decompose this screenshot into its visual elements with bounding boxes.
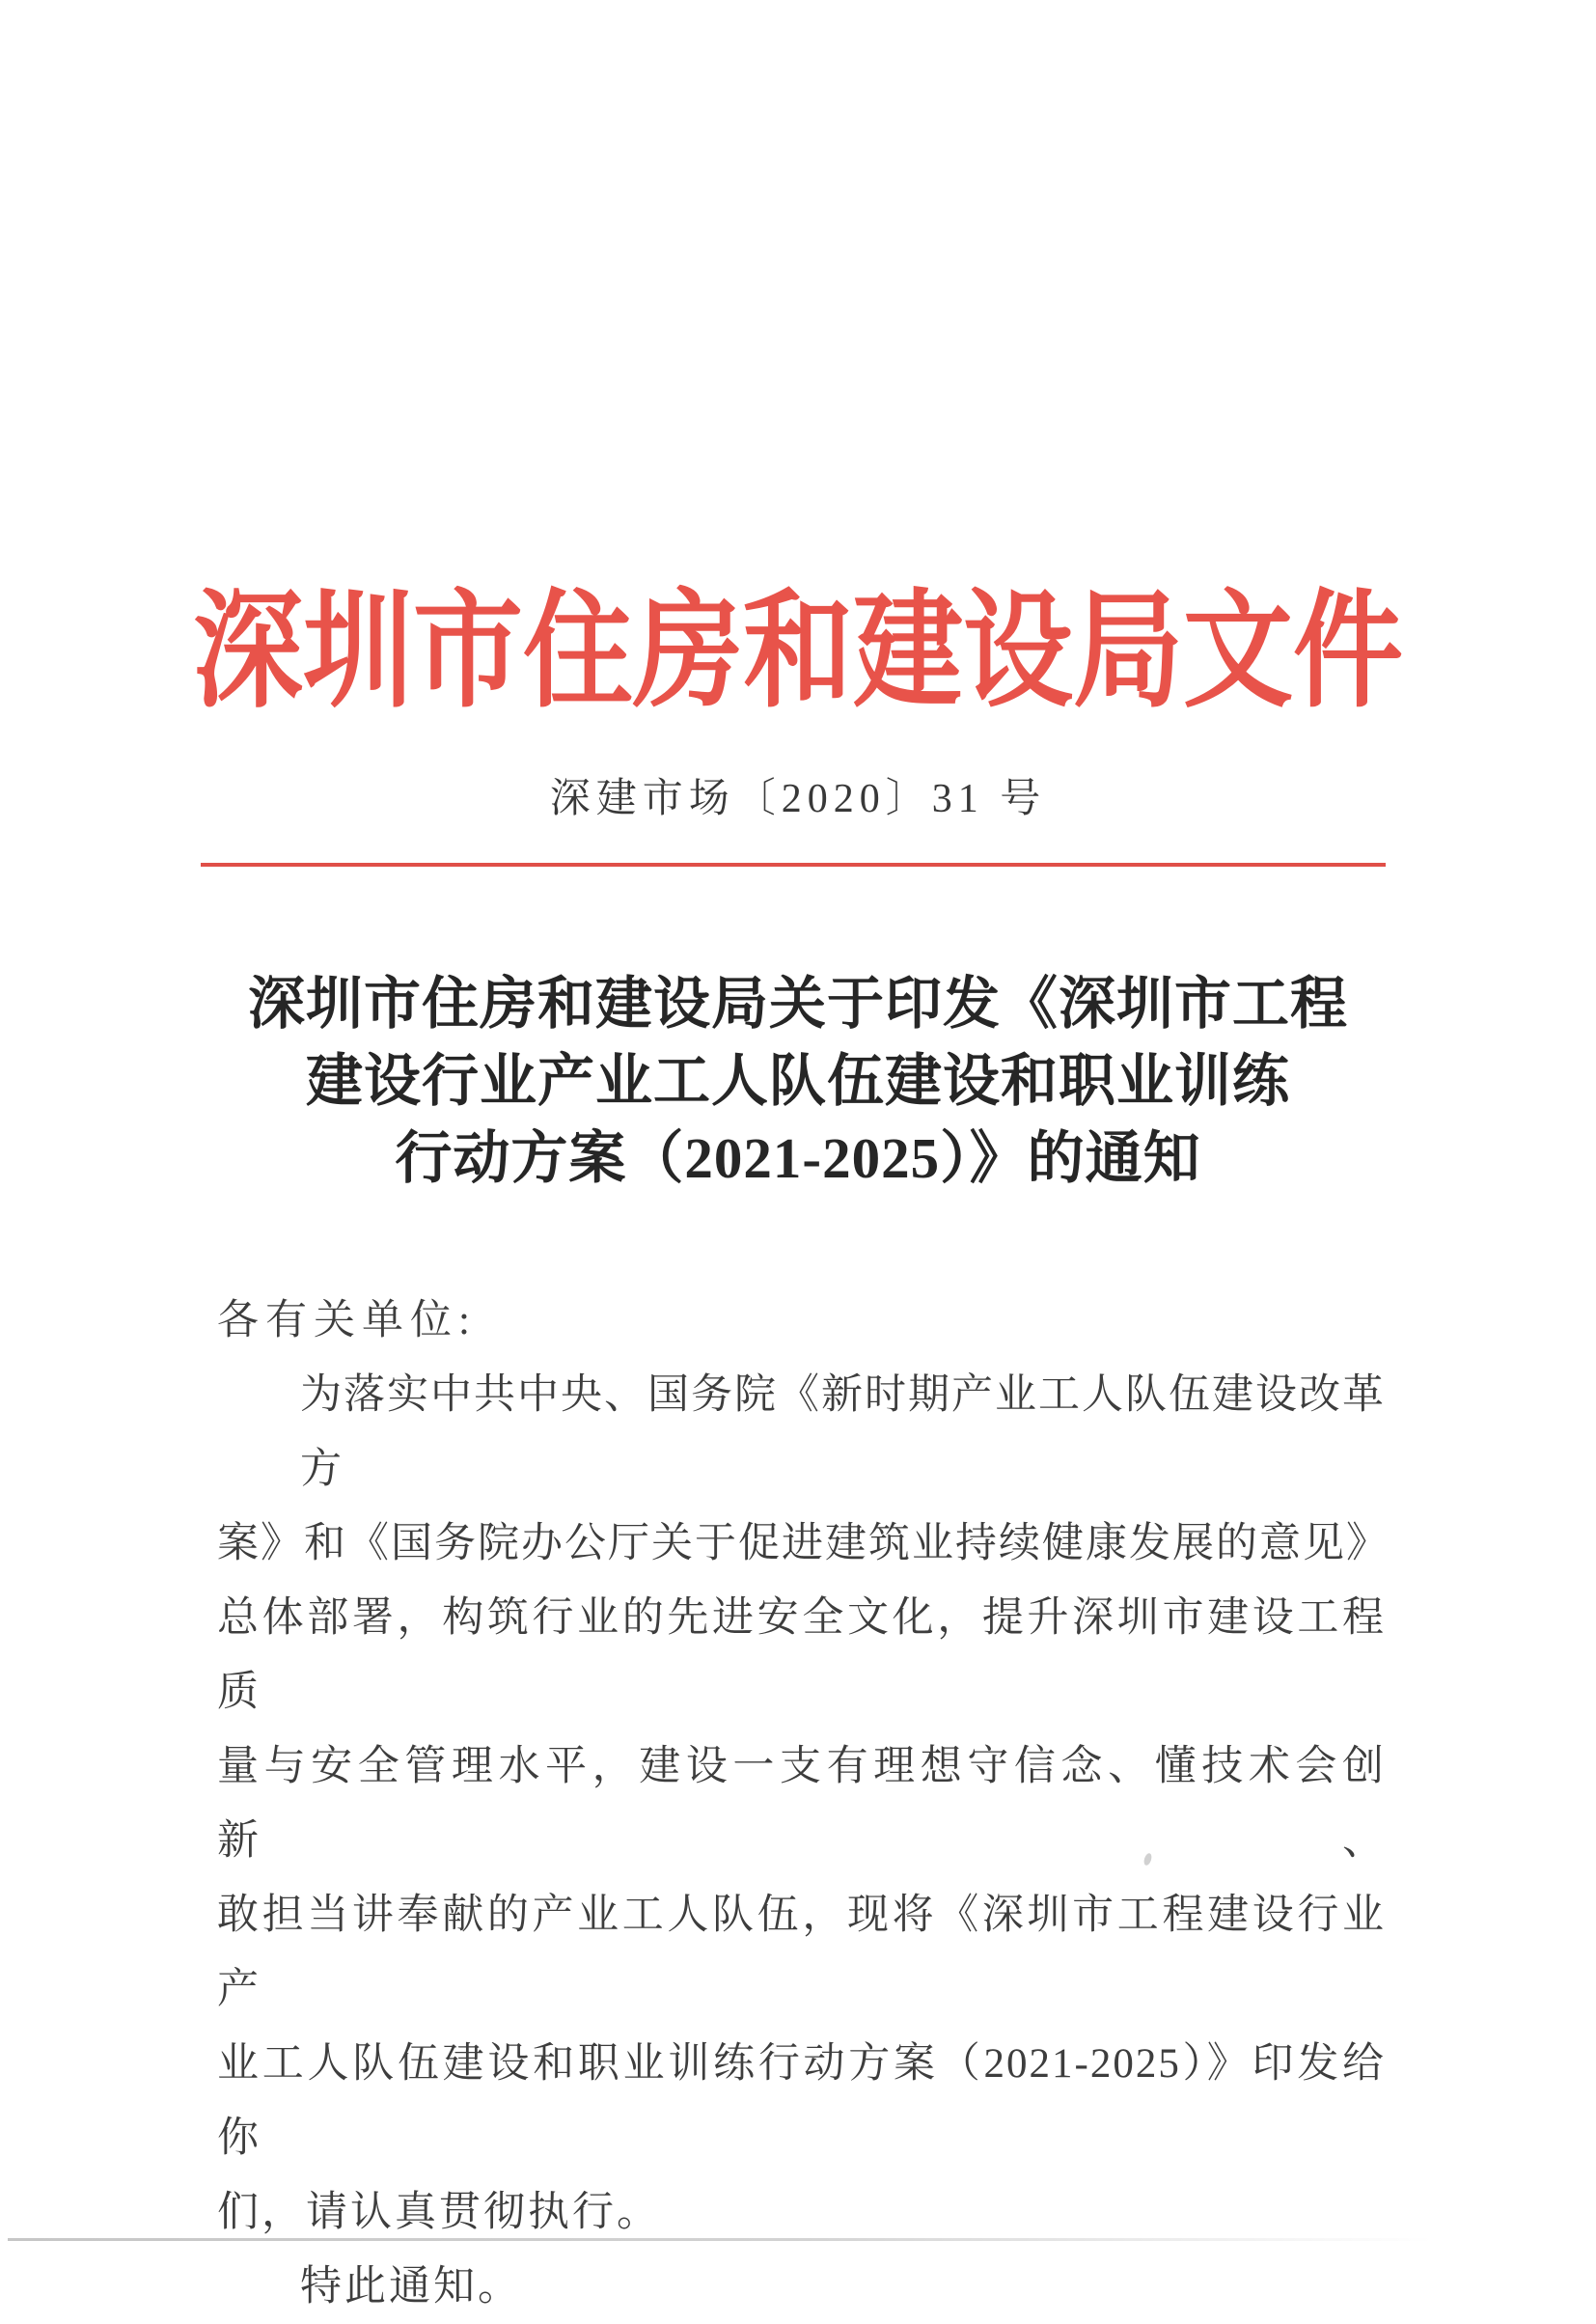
body-line-2: 案》和《国务院办公厅关于促进建筑业持续健康发展的意见》 [217,1521,1390,1566]
body-line-5: 敢担当讲奉献的产业工人队伍，现将《深圳市工程建设行业产 [217,1893,1386,2012]
body-line-7: 们，请认真贯彻执行。 [217,2190,661,2235]
issuing-org-title: 深圳市住房和建设局文件 [192,580,1403,723]
red-divider-line [201,863,1386,867]
body-line-4: 量与安全管理水平，建设一支有理想守信念、懂技术会创新、 [217,1744,1386,1864]
document-reference-number: 深建市场〔2020〕31 号 [549,777,1047,821]
closing-line: 特此通知。 [300,2264,522,2310]
salutation: 各有关单位: [217,1298,477,1343]
notice-title-line-2: 建设行业产业工人队伍建设和职业训练 [305,1049,1290,1113]
body-line-6: 业工人队伍建设和职业训练行动方案（2021-2025）》印发给你 [217,2041,1386,2161]
notice-title-line-3: 行动方案（2021-2025）》的通知 [395,1126,1201,1190]
body-line-1: 为落实中共中央、国务院《新时期产业工人队伍建设改革方 [300,1372,1386,1492]
body-line-3: 总体部署，构筑行业的先进安全文化，提升深圳市建设工程质 [217,1595,1386,1715]
notice-body [217,1284,1390,2324]
notice-title [0,965,1596,1197]
page-bottom-scan-edge [8,2238,1432,2241]
notice-title-line-1: 深圳市住房和建设局关于印发《深圳市工程 [247,972,1348,1036]
